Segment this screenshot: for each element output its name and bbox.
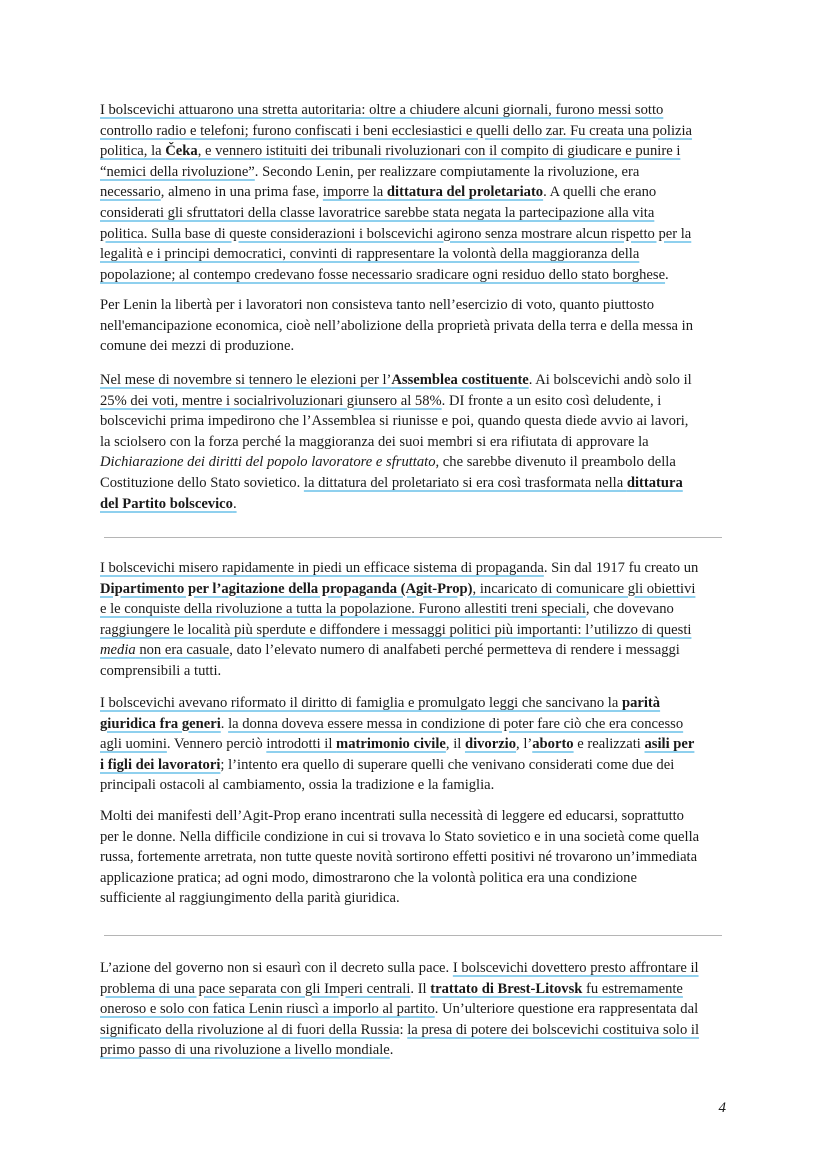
text-run: . A quelli che erano xyxy=(543,184,657,201)
text-run: Molti dei manifesti dell’Agit-Prop erano incentrati sulla necessità di leggere ed educarsi, soprattutto xyxy=(100,808,684,824)
text-line xyxy=(100,182,730,203)
text-line xyxy=(100,714,730,735)
text-line xyxy=(100,411,730,432)
text-line xyxy=(100,391,730,412)
text-line xyxy=(100,734,730,755)
text-line xyxy=(100,755,730,776)
text-line xyxy=(100,661,730,682)
text-run: la donna doveva essere messa in condizione di poter fare ciò che era concesso xyxy=(228,715,684,732)
text-run: controllo radio e telefoni; furono confiscati i beni ecclesiastici e quelli dello zar. Fu creata una polizia xyxy=(100,122,693,139)
text-run: la dittatura del proletariato si era così trasformata nella xyxy=(303,474,627,491)
text-line xyxy=(100,640,730,661)
page-number: 4 xyxy=(718,1100,726,1116)
paragraph-family-law xyxy=(100,693,730,796)
text-run: comprensibili a tutti. xyxy=(100,662,222,679)
text-run: I bolscevichi attuarono una stretta autoritaria: oltre a chiudere alcuni giornali, furono messi sotto xyxy=(100,102,664,118)
text-line xyxy=(100,121,730,142)
text-run: sufficiente al raggiungimento della parità giuridica. xyxy=(100,890,400,907)
text-run: applicazione pratica; ad ogni modo, dimostrarono che la volontà politica era una condizione xyxy=(100,869,637,886)
text-line xyxy=(100,432,730,453)
text-run: . Il xyxy=(410,980,431,997)
text-run: fu estremamente xyxy=(582,980,683,997)
text-line xyxy=(100,847,730,868)
bold-term: Dipartimento per l’agitazione della propaganda (Agit-Prop) xyxy=(100,580,473,597)
text-run: comune dei mezzi di produzione. xyxy=(100,338,295,355)
text-run: , l’ xyxy=(516,736,533,753)
section-divider xyxy=(104,537,722,538)
text-line xyxy=(100,295,730,316)
text-run: ; l’intento era quello di superare quelli che venivano considerati come due dei xyxy=(220,756,675,773)
text-run: Nel mese di novembre si tennero le elezioni per l’ xyxy=(100,372,392,388)
text-run: per le donne. Nella difficile condizione in cui si trovava lo Stato sovietico e in una società come quella xyxy=(100,828,700,845)
bold-term: matrimonio civile xyxy=(336,736,446,753)
text-run: oneroso e solo con fatica Lenin riuscì a imporlo al partito xyxy=(100,1001,435,1018)
text-run: la sciolsero con la forza perché la maggioranza dei suoi membri si era rifiutata di approvare la xyxy=(100,433,649,450)
bold-term: i figli dei lavoratori xyxy=(100,756,221,773)
bold-term: aborto xyxy=(532,736,574,753)
text-run: . xyxy=(665,266,669,283)
text-line xyxy=(100,827,730,848)
text-line xyxy=(100,979,730,1000)
text-line xyxy=(100,806,730,827)
text-run: problema di una pace separata con gli Imperi centrali xyxy=(100,980,411,997)
text-line xyxy=(100,316,730,337)
section-divider xyxy=(104,935,722,936)
text-run: . xyxy=(389,1042,394,1059)
text-run: necessario xyxy=(100,184,161,201)
bold-term: trattato di Brest-Litovsk xyxy=(430,980,583,997)
text-run: principali ostacoli al cambiamento, ossia la tradizione e la famiglia. xyxy=(100,777,495,794)
text-run: considerati gli sfruttatori della classe lavoratrice sarebbe stata negata la partecipazione alla vita xyxy=(100,204,655,221)
paragraph-dictatorship xyxy=(100,100,730,285)
text-line xyxy=(100,1040,730,1061)
text-run: . xyxy=(220,715,229,732)
text-run: , almeno in una prima fase, xyxy=(160,184,323,201)
text-run: legalità e i principi democratici, convinti di rappresentare la volontà della maggioranza della xyxy=(100,246,640,263)
text-run: . Sin dal 1917 fu creato un xyxy=(543,560,699,576)
paragraph-peace-decree xyxy=(100,958,730,1061)
paragraph-constituent-assembly xyxy=(100,370,730,514)
bold-term: giuridica fra generi xyxy=(100,715,221,732)
bold-term: Čeka xyxy=(165,143,198,160)
bold-term: parità xyxy=(621,695,661,711)
text-run: . Furono allestiti treni speciali xyxy=(411,601,586,618)
text-line xyxy=(100,1020,730,1041)
text-line xyxy=(100,141,730,162)
text-line xyxy=(100,473,730,494)
text-run: , e vennero istituiti dei tribunali rivoluzionari con il compito di giudicare e punire i xyxy=(197,143,681,160)
paragraph-agit-prop-posters xyxy=(100,806,730,909)
text-line xyxy=(100,265,730,286)
bold-term: dittatura xyxy=(626,474,683,491)
text-line xyxy=(100,599,730,620)
text-run: Per Lenin la libertà per i lavoratori non consisteva tanto nell’esercizio di voto, quanto piuttosto xyxy=(100,297,655,313)
bold-term: asili per xyxy=(644,736,695,753)
text-run: . Secondo Lenin, per realizzare compiutamente la rivoluzione, era xyxy=(254,163,640,180)
text-run: I bolscevichi dovettero presto affrontare il xyxy=(452,960,699,976)
bold-term: dittatura del proletariato xyxy=(386,184,544,201)
text-line xyxy=(100,494,730,515)
text-run: . Vennero perciò xyxy=(166,736,267,753)
text-run: . DI fronte a un esito così deludente, i xyxy=(441,392,662,409)
text-run: nell'emancipazione economica, cioè nell’abolizione della proprietà privata della terra e della messa in xyxy=(100,317,693,334)
text-run: introdotti il xyxy=(266,736,337,753)
bold-term: Assemblea costituente xyxy=(391,372,529,388)
italic-term: Dichiarazione dei diritti del popolo lavoratore e sfruttato xyxy=(100,454,436,471)
text-run: primo passo di una rivoluzione a livello mondiale xyxy=(100,1042,390,1059)
text-run: I bolscevichi misero rapidamente in piedi un efficace sistema di propaganda xyxy=(100,560,544,576)
text-run: e le conquiste della rivoluzione a tutta la popolazione xyxy=(100,601,412,618)
text-line xyxy=(100,100,730,121)
text-run: , incaricato di comunicare gli obiettivi xyxy=(472,580,696,597)
text-run: , il xyxy=(445,736,465,753)
text-run: politica, la xyxy=(100,143,166,160)
text-line xyxy=(100,203,730,224)
italic-term: media xyxy=(100,642,136,659)
text-run: I bolscevichi avevano riformato il diritto di famiglia e promulgato leggi che sancivano la xyxy=(100,695,622,711)
text-line xyxy=(100,579,730,600)
text-run: , che sarebbe divenuto il preambolo della xyxy=(435,454,676,471)
text-run: la presa di potere dei bolscevichi costituiva solo il xyxy=(407,1021,699,1038)
text-line xyxy=(100,244,730,265)
text-line xyxy=(100,868,730,889)
text-run: imporre la xyxy=(322,184,387,201)
text-run: L’azione del governo non si esaurì con il decreto sulla pace. xyxy=(100,960,453,976)
text-run: raggiungere le località più sperdute e diffondere i messaggi politici più importanti: l’utilizzo di questi xyxy=(100,621,692,638)
text-run: politica. Sulla base di queste considerazioni i bolscevichi agirono senza mostrare alcun rispetto per la xyxy=(100,225,692,242)
text-run: non era casuale xyxy=(135,642,230,659)
bold-term: divorzio xyxy=(464,736,517,753)
text-run: agli uomini xyxy=(100,736,167,753)
text-line xyxy=(100,620,730,641)
text-run: , che dovevano xyxy=(585,601,674,618)
text-line xyxy=(100,888,730,909)
text-run: . Un’ulteriore questione era rappresentata dal xyxy=(434,1001,699,1018)
text-line xyxy=(100,958,730,979)
text-run: 25% dei voti, mentre i socialrivoluzionari giunsero al 58% xyxy=(100,392,442,409)
text-run: . xyxy=(232,495,237,512)
text-line xyxy=(100,999,730,1020)
paragraph-propaganda xyxy=(100,558,730,682)
text-run: bolscevichi prima impedirono che l’Assemblea si riunisse e poi, quando questa diede avvio ai lavori, xyxy=(100,413,689,430)
text-run: “nemici della rivoluzione” xyxy=(100,163,255,180)
text-run: , dato l’elevato numero di analfabeti perché permetteva di rendere i messaggi xyxy=(229,642,680,659)
text-line xyxy=(100,452,730,473)
text-line xyxy=(100,693,730,714)
text-line xyxy=(100,224,730,245)
text-line xyxy=(100,558,730,579)
text-line xyxy=(100,162,730,183)
text-run: popolazione; al contempo credevano fosse necessario sradicare ogni residuo dello stato borghese xyxy=(100,266,666,283)
text-run: significato della rivoluzione al di fuori della Russia xyxy=(100,1021,400,1038)
bold-term: del Partito bolscevico xyxy=(100,495,233,512)
text-run: e realizzati xyxy=(573,736,645,753)
text-run: Costituzione dello Stato sovietico. xyxy=(100,474,304,491)
text-run: . Ai bolscevichi andò solo il xyxy=(528,372,692,388)
text-line xyxy=(100,336,730,357)
text-run: : xyxy=(399,1021,408,1038)
paragraph-lenin-freedom xyxy=(100,295,730,357)
text-run: russa, fortemente arretrata, non tutte queste novità sortirono effetti positivi né trovarono un’immediata xyxy=(100,849,698,866)
text-line xyxy=(100,370,730,391)
text-line xyxy=(100,775,730,796)
